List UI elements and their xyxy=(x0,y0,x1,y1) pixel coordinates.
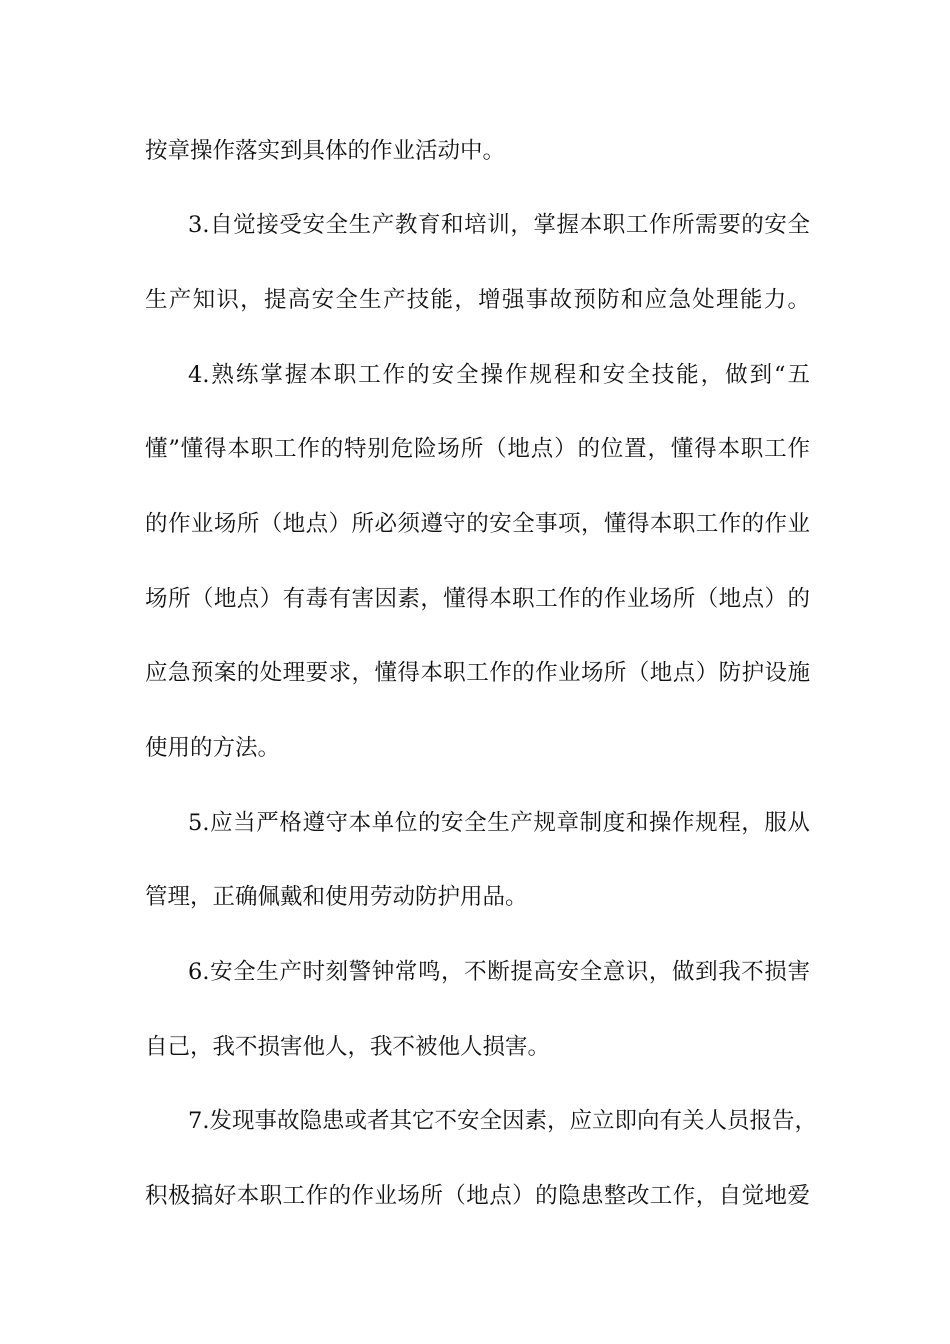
paragraph-line: 5.应当严格遵守本单位的安全生产规章制度和操作规程，服从 xyxy=(188,810,810,836)
paragraph-line: 3.自觉接受安全生产教育和培训，掌握本职工作所需要的安全 xyxy=(188,212,810,238)
paragraph-line: 7.发现事故隐患或者其它不安全因素，应立即向有关人员报告， xyxy=(188,1108,817,1134)
paragraph-line: 场所（地点）有毒有害因素，懂得本职工作的作业场所（地点）的 xyxy=(145,586,810,612)
paragraph-line: 懂”懂得本职工作的特别危险场所（地点）的位置，懂得本职工作 xyxy=(145,436,810,462)
paragraph-line: 生产知识，提高安全生产技能，增强事故预防和应急处理能力。 xyxy=(145,287,810,313)
paragraph-line: 管理，正确佩戴和使用劳动防护用品。 xyxy=(145,884,528,910)
paragraph-line: 6.安全生产时刻警钟常鸣，不断提高安全意识，做到我不损害 xyxy=(188,959,810,985)
paragraph-line: 按章操作落实到具体的作业活动中。 xyxy=(145,138,506,164)
paragraph-line: 4.熟练掌握本职工作的安全操作规程和安全技能，做到“五 xyxy=(188,362,810,388)
paragraph-line: 的作业场所（地点）所必须遵守的安全事项，懂得本职工作的作业 xyxy=(145,511,810,537)
paragraph-line: 应急预案的处理要求，懂得本职工作的作业场所（地点）防护设施 xyxy=(145,660,810,686)
paragraph-line: 使用的方法。 xyxy=(145,735,281,761)
paragraph-line: 自己，我不损害他人，我不被他人损害。 xyxy=(145,1034,551,1060)
paragraph-line: 积极搞好本职工作的作业场所（地点）的隐患整改工作，自觉地爱 xyxy=(145,1183,810,1209)
